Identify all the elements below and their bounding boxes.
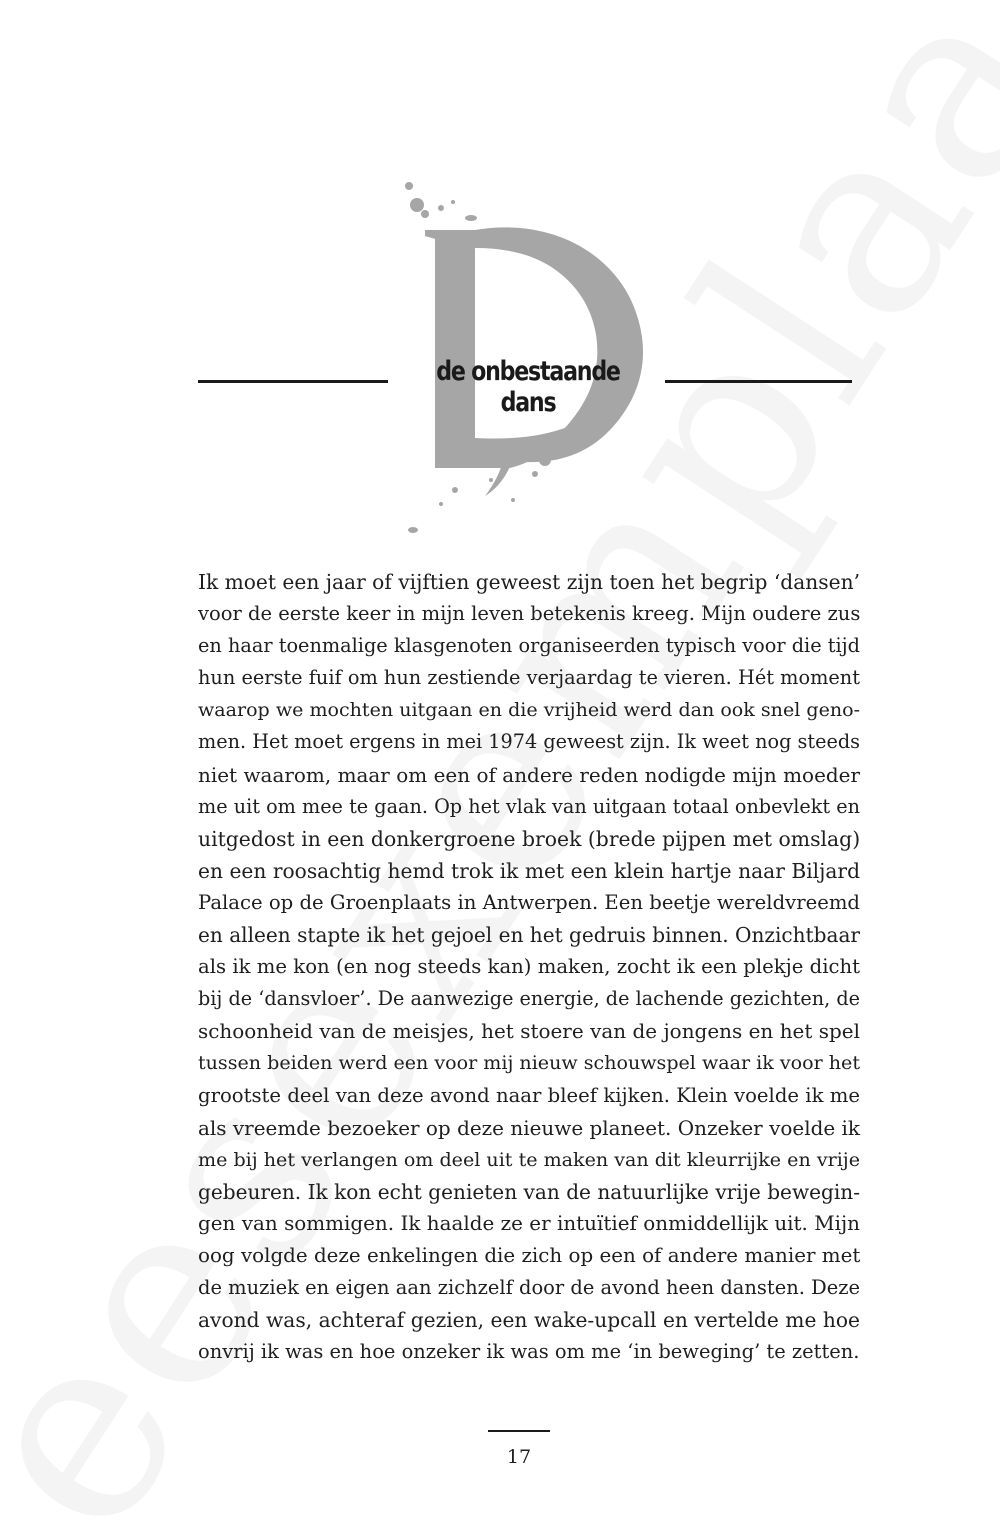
title-rule-left (198, 380, 388, 383)
text-line: en een roosachtig hemd trok ik met een klein hartje naar Biljard (198, 858, 860, 883)
text-line: schoonheid van de meisjes, het stoere van de jongens en het spel (198, 1019, 860, 1044)
text-line: uitgedost in een donkergroene broek (brede pijpen met omslag) (198, 826, 861, 851)
text-line: onvrij ik was en hoe onzeker ik was om me ‘in beweging’ te zetten. (198, 1340, 860, 1364)
title-rule-right (665, 380, 852, 383)
text-line: als vreemde bezoeker op deze nieuwe planeet. Onzeker voelde ik (198, 1115, 860, 1140)
text-line: en alleen stapte ik het gejoel en het gedruis binnen. Onzichtbaar (198, 923, 861, 948)
text-line: tussen beiden werd een voor mij nieuw schouwspel waar ik voor het (198, 1052, 861, 1075)
text-line: oog volgde deze enkelingen die zich op een of andere manier met (198, 1243, 861, 1267)
text-line: gen van sommigen. Ik haalde ze er intuïtief onmiddellijk uit. Mijn (198, 1211, 860, 1235)
text-line: me bij het verlangen om deel uit te maken van dit kleurrijke en vrije (198, 1148, 860, 1171)
text-line: avond was, achteraf gezien, een wake-upcall en vertelde me hoe (198, 1308, 860, 1333)
page-number: 17 (506, 1446, 532, 1468)
text-line: grootste deel van deze avond naar bleef kijken. Klein voelde ik me (198, 1083, 860, 1107)
text-line: me uit om mee te gaan. Op het vlak van uitgaan totaal onbevlekt en (198, 794, 860, 818)
text-line: waarop we mochten uitgaan en die vrijheid werd dan ook snel geno- (198, 699, 860, 722)
text-line: voor de eerste keer in mijn leven betekenis kreeg. Mijn oudere zus (198, 602, 861, 626)
text-line: bij de ‘dansvloer’. De aanwezige energie, de lachende gezichten, de (198, 987, 860, 1011)
chapter-title: de onbestaande dans (436, 356, 620, 418)
footer-rule (488, 1430, 550, 1432)
text-line: hun eerste fuif om hun zestiende verjaardag te vieren. Hét moment (198, 666, 860, 690)
body-paragraph (198, 566, 860, 1368)
text-line: Palace op de Groenplaats in Antwerpen. Een beetje wereldvreemd (198, 890, 860, 914)
text-line: niet waarom, maar om een of andere reden nodigde mijn moeder (198, 762, 860, 787)
text-line: men. Het moet ergens in mei 1974 geweest zijn. Ik weet nog steeds (198, 730, 860, 754)
text-line: Ik moet een jaar of vijftien geweest zijn toen het begrip ‘dansen’ (198, 570, 860, 594)
text-line: als ik me kon (en nog steeds kan) maken, zocht ik een plekje dicht (198, 955, 860, 979)
text-line: gebeuren. Ik kon echt genieten van de natuurlijke vrije bewegin- (198, 1179, 860, 1204)
text-line: de muziek en eigen aan zichzelf door de avond heen dansten. Deze (198, 1276, 860, 1300)
text-line: en haar toenmalige klasgenoten organiseerden typisch voor die tijd (198, 634, 860, 658)
